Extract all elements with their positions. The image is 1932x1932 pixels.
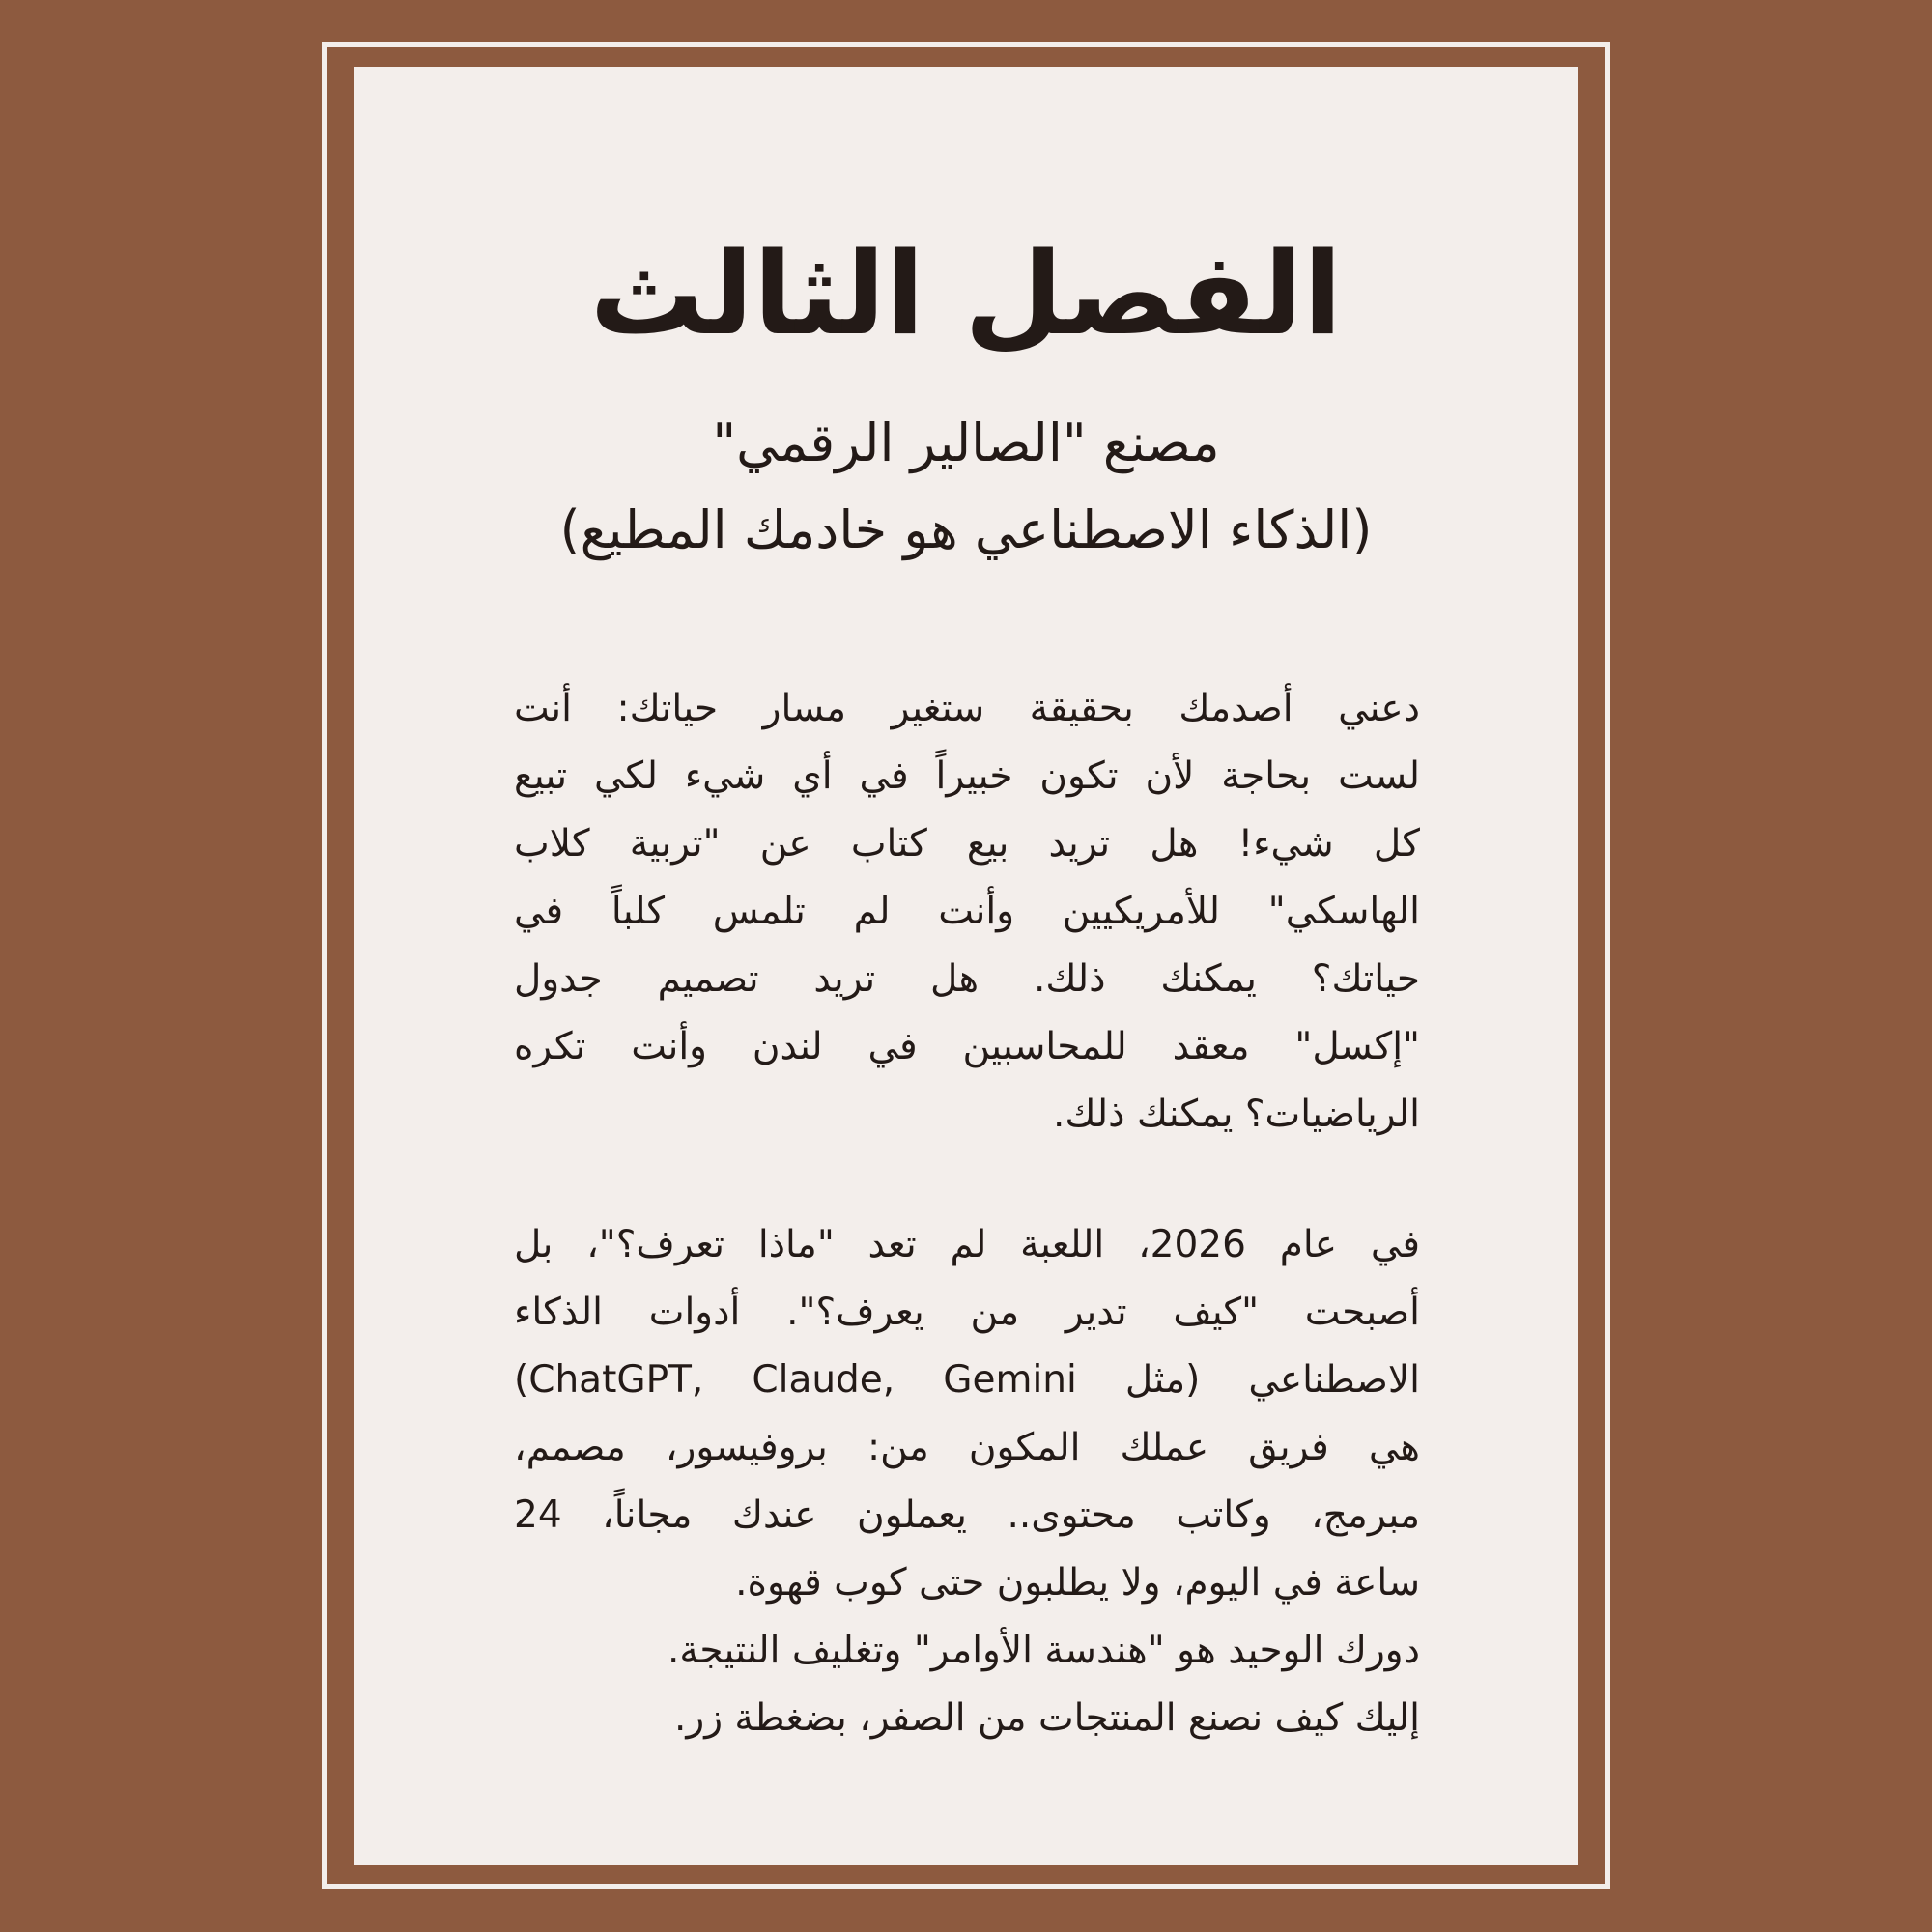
paragraph-line: إليك كيف نصنع المنتجات من الصفر، بضغطة زر.: [673, 1696, 1420, 1740]
chapter-subtitle: [354, 400, 1578, 574]
paragraph-line: في عام 2026، اللعبة لم تعد "ماذا تعرف؟"، بل: [514, 1223, 1420, 1266]
paragraph-line: هي فريق عملك المكون من: بروفيسور، مصمم،: [514, 1426, 1420, 1469]
paragraph-line: حياتك؟ يمكنك ذلك. هل تريد تصميم جدول: [514, 957, 1420, 1001]
paragraph-line: كل شيء! هل تريد بيع كتاب عن "تربية كلاب: [514, 822, 1420, 866]
subtitle-line-1: مصنع "الصالير الرقمي": [712, 412, 1220, 473]
page-panel: [354, 67, 1578, 1865]
paragraph-line: الرياضيات؟ يمكنك ذلك.: [1052, 1093, 1420, 1136]
paragraph-line: مبرمج، وكاتب محتوى.. يعملون عندك مجاناً، 24: [514, 1493, 1420, 1537]
paragraph-line: الاصطناعي (مثل ChatGPT, Claude, Gemini): [514, 1358, 1420, 1402]
chapter-title: الفصل الثالث: [589, 227, 1343, 360]
paragraph-2: [514, 1211, 1420, 1752]
subtitle-line-2: (الذكاء الاصطناعي هو خادمك المطيع): [559, 499, 1373, 560]
paragraph-line: أصبحت "كيف تدير من يعرف؟". أدوات الذكاء: [514, 1291, 1420, 1334]
paragraph-1: [514, 675, 1420, 1149]
paragraph-line: دورك الوحيد هو "هندسة الأوامر" وتغليف النتيجة.: [668, 1629, 1420, 1672]
paragraph-line: دعني أصدمك بحقيقة ستغير مسار حياتك: أنت: [514, 687, 1420, 730]
paragraph-line: ساعة في اليوم، ولا يطلبون حتى كوب قهوة.: [735, 1561, 1420, 1605]
paragraph-line: الهاسكي" للأمريكيين وأنت لم تلمس كلباً في: [514, 890, 1420, 933]
paragraph-line: لست بحاجة لأن تكون خبيراً في أي شيء لكي تبيع: [514, 754, 1420, 798]
paragraph-line: "إكسل" معقد للمحاسبين في لندن وأنت تكره: [514, 1025, 1420, 1068]
